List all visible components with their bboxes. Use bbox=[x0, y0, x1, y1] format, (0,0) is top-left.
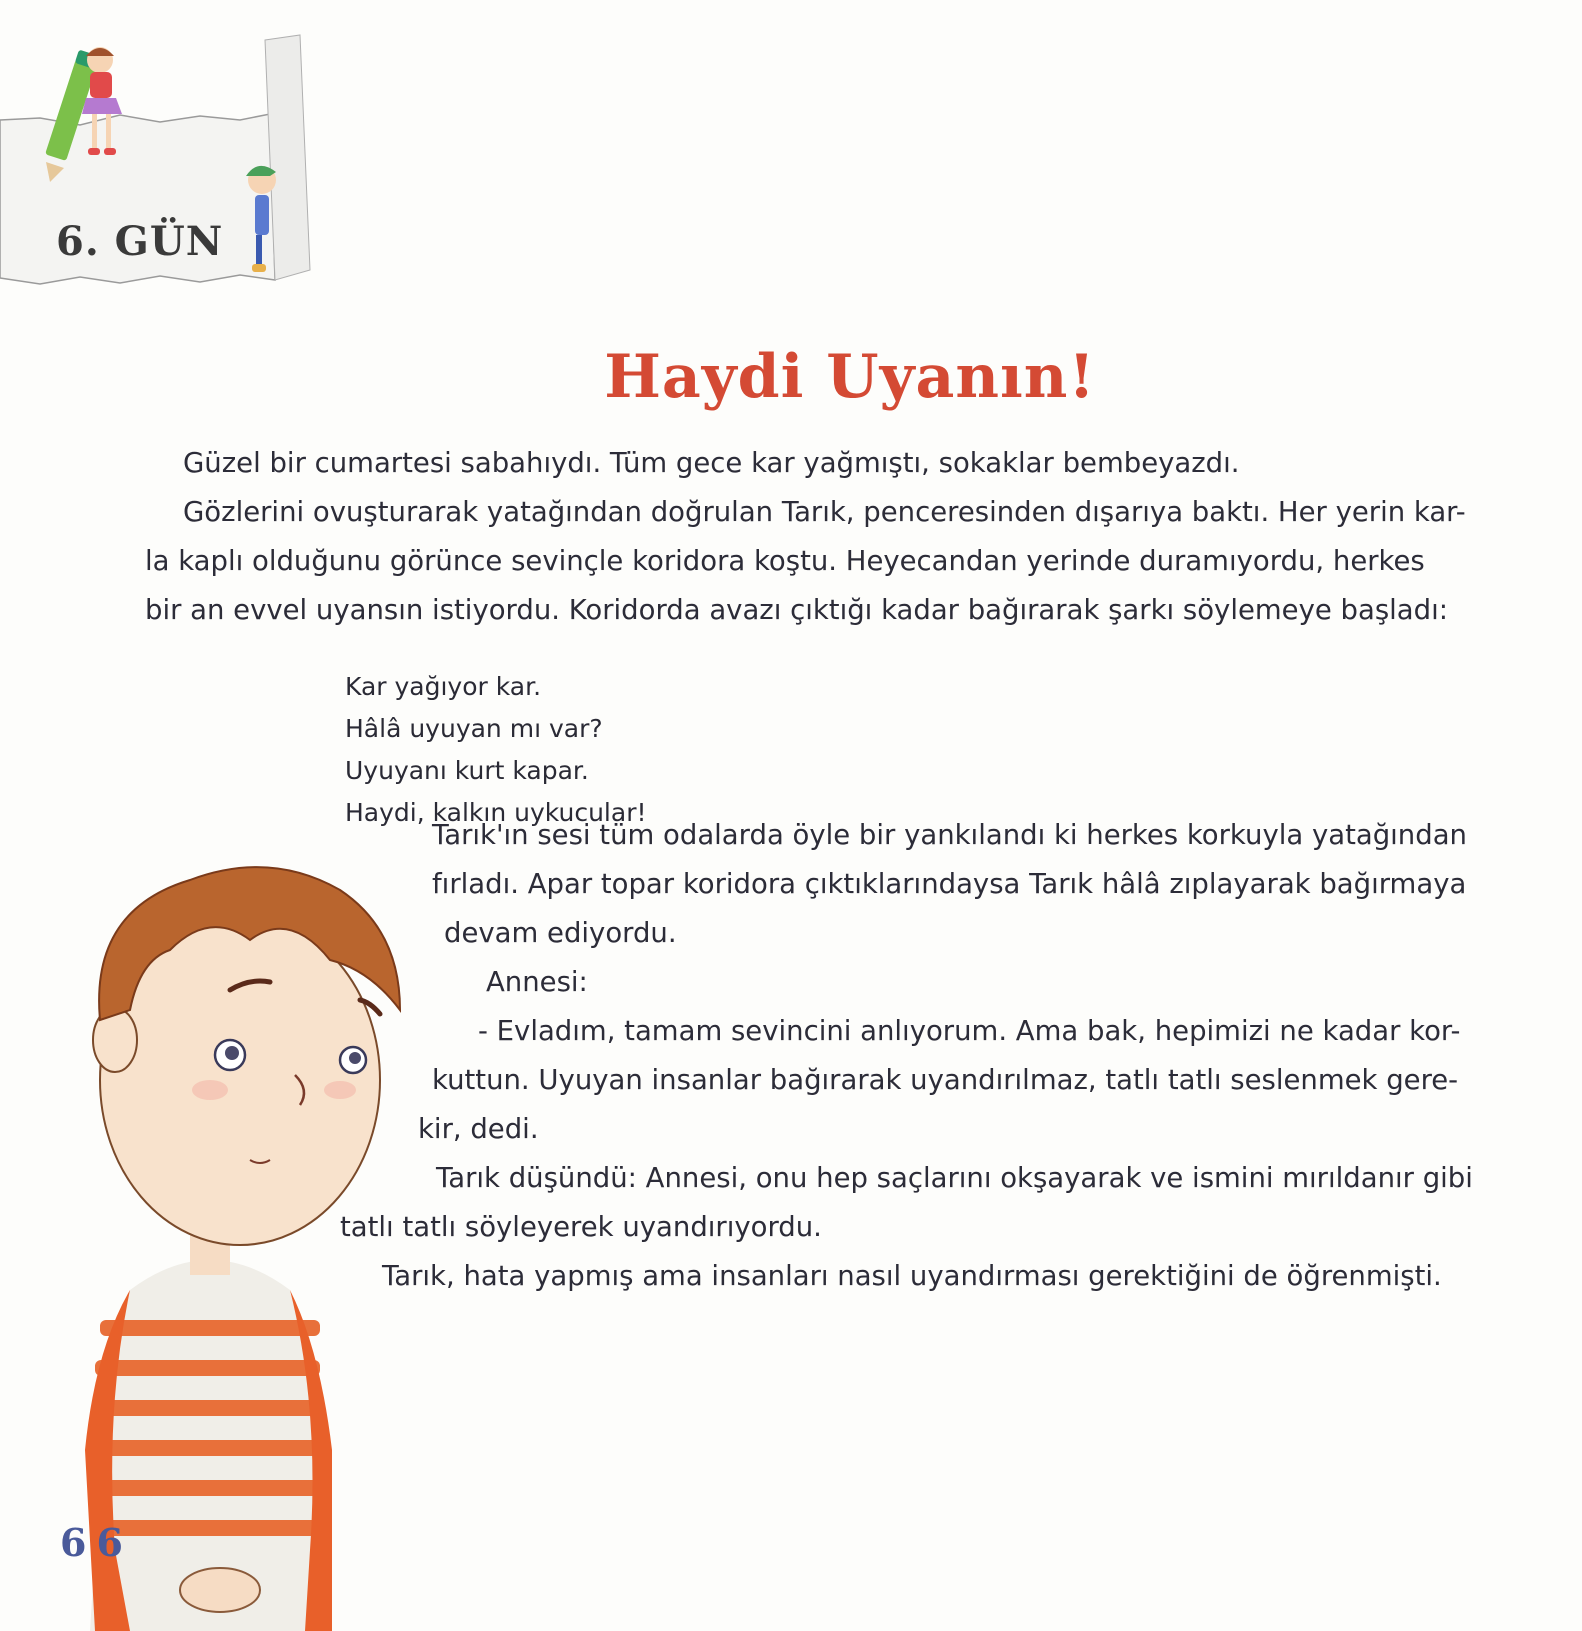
lower-line-5: - Evladım, tamam sevincini anlıyorum. Ama bak, hepimizi ne kadar kor- bbox=[478, 1015, 1461, 1047]
lower-line-9: tatlı tatlı söyleyerek uyandırıyordu. bbox=[340, 1211, 822, 1243]
paragraph-2-line-2: la kaplı olduğunu görünce sevinçle koridora koştu. Heyecandan yerinde duramıyordu, herkes bbox=[145, 545, 1425, 577]
poem-line: Hâlâ uyuyan mı var? bbox=[345, 714, 603, 743]
poem-line: Kar yağıyor kar. bbox=[345, 672, 542, 701]
lower-line-8: Tarık düşündü: Annesi, onu hep saçlarını okşayarak ve ismini mırıldanır gibi bbox=[436, 1162, 1473, 1194]
poem-line: Haydi, kalkın uykucular! bbox=[345, 798, 647, 827]
lower-line-7: kir, dedi. bbox=[418, 1113, 539, 1145]
day-label: 6. GÜN bbox=[56, 218, 224, 265]
lower-line-4: Annesi: bbox=[486, 966, 588, 998]
paragraph-2-line-3: bir an evvel uyansın istiyordu. Koridorda avazı çıktığı kadar bağırarak şarkı söylemeye başladı: bbox=[145, 594, 1449, 626]
poem bbox=[345, 666, 647, 834]
lower-line-3: devam ediyordu. bbox=[444, 917, 677, 949]
lower-line-6: kuttun. Uyuyan insanlar bağırarak uyandırılmaz, tatlı tatlı seslenmek gere- bbox=[432, 1064, 1459, 1096]
story-title: Haydi Uyanın! bbox=[604, 342, 1096, 412]
lower-line-2: fırladı. Apar topar koridora çıktıklarındaysa Tarık hâlâ zıplayarak bağırmaya bbox=[432, 868, 1467, 900]
day-banner bbox=[0, 30, 340, 300]
lower-line-10: Tarık, hata yapmış ama insanları nasıl uyandırması gerektiğini de öğrenmişti. bbox=[382, 1260, 1442, 1292]
paragraph-2-line-1: Gözlerini ovuşturarak yatağından doğrulan Tarık, penceresinden dışarıya baktı. Her yerin kar- bbox=[183, 496, 1466, 528]
page-number: 66 bbox=[60, 1520, 133, 1565]
poem-line: Uyuyanı kurt kapar. bbox=[345, 756, 589, 785]
lower-line-1: Tarık'ın sesi tüm odalarda öyle bir yankılandı ki herkes korkuyla yatağından bbox=[432, 819, 1467, 851]
paragraph-1: Güzel bir cumartesi sabahıydı. Tüm gece kar yağmıştı, sokaklar bembeyazdı. bbox=[183, 447, 1240, 479]
